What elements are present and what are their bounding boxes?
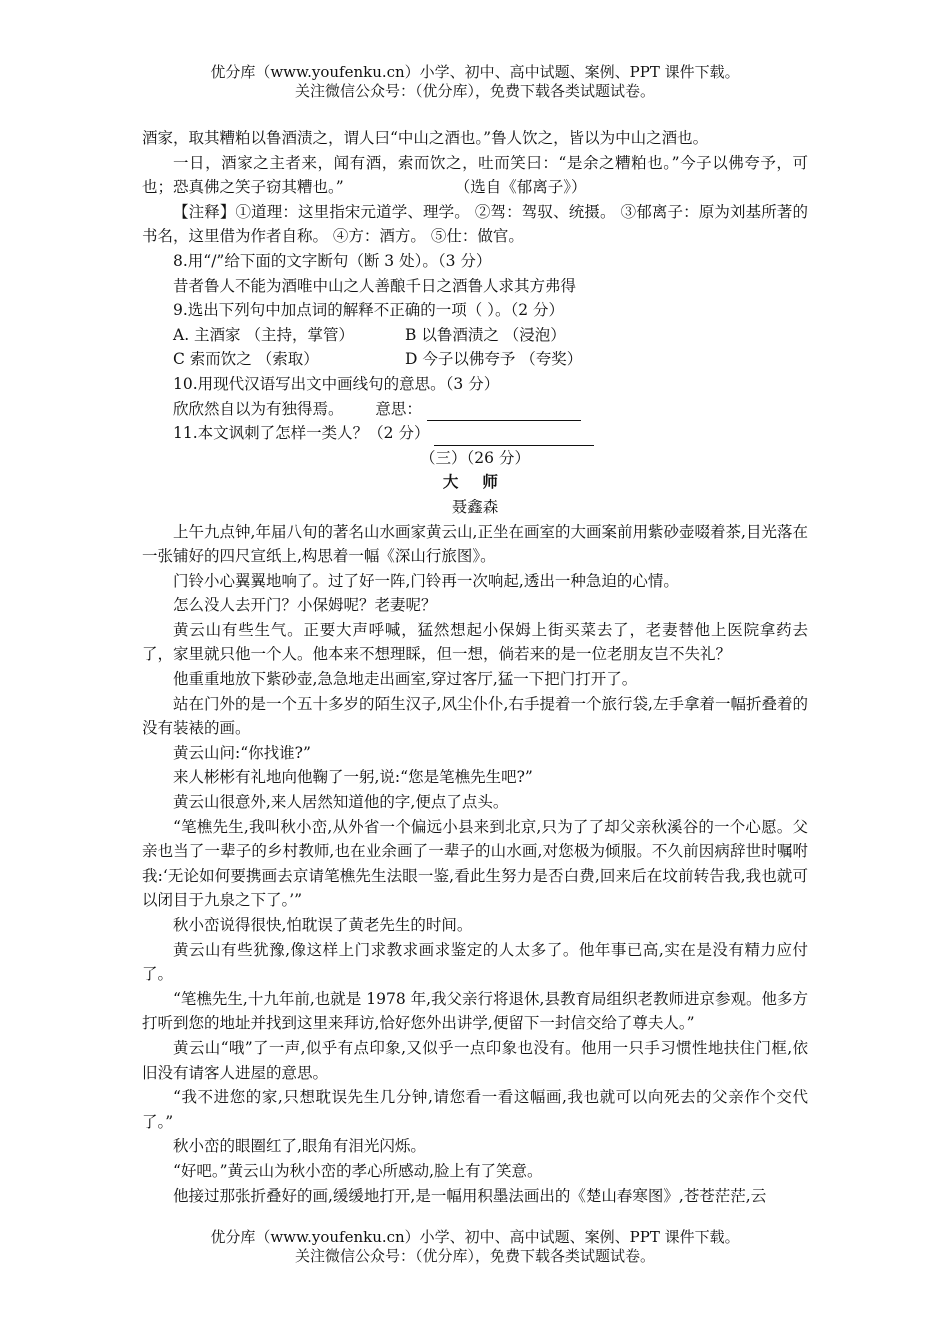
story-paragraph: “笔樵先生,我叫秋小峦,从外省一个偏远小县来到北京,只为了了却父亲秋溪谷的一个心愿。父亲也当了一辈子的乡村教师,也在业余画了一辈子的山水画,对您极为倾服。不久前因病辞世时嘱咐我:‘无论如何要携画去京请笔樵先生法眼一鉴,看此生努力是否白费,回来后在坟前转告我,我也就可以闭目于九泉之下了。’”: [142, 817, 808, 910]
story-paragraph: 他重重地放下紫砂壶,急急地走出画室,穿过客厅,猛一下把门打开了。: [173, 670, 638, 689]
question-9: 9.选出下列句中加点词的解释不正确的一项（ ）。（2 分）: [173, 301, 565, 320]
question-9-options-row-1: [142, 323, 808, 348]
question-10-label: 意思：: [375, 399, 422, 418]
option-c: C 索而饮之 （索取）: [173, 350, 319, 369]
option-d: D 今子以佛夸予 （夸奖）: [405, 350, 583, 369]
story-paragraph: 黄云山有些生气。正要大声呼喊，猛然想起小保姆上街买菜去了，老妻替他上医院拿药去了，家里就只他一个人。他本来不想理睬，但一想，倘若来的是一位老朋友岂不失礼？: [142, 620, 808, 664]
story-paragraph: “笔樵先生,十九年前,也就是 1978 年,我父亲行将退休,县教育局组织老教师进京参观。他多方打听到您的地址并找到这里来拜访,恰好您外出讲学,便留下一封信交给了尊夫人。”: [142, 989, 808, 1033]
footer-line-1: 优分库（www.youfenku.cn）小学、初中、高中试题、案例、PPT 课件下载。: [210, 1228, 740, 1246]
question-11-line: [142, 421, 808, 446]
story-paragraph: 黄云山很意外,来人居然知道他的字,便点了点头。: [173, 793, 509, 812]
story-paragraph: “我不进您的家,只想耽误先生几分钟,请您看一看这幅画,我也就可以向死去的父亲作个交代了。”: [142, 1088, 808, 1131]
page-content: [142, 126, 808, 1208]
question-11: 11.本文讽刺了怎样一类人？（2 分）: [173, 424, 430, 443]
question-10-answer-line: [142, 397, 808, 422]
story-paragraph: “好吧。”黄云山为秋小峦的孝心所感动,脸上有了笑意。: [173, 1161, 543, 1180]
page-header: [0, 63, 950, 101]
story-paragraph: 来人彬彬有礼地向他鞠了一躬,说:“您是笔樵先生吧?”: [173, 768, 533, 787]
passage-notes: 【注释】①道理：这里指宋元道学、理学。 ②驾：驾驭、统摄。 ③郁离子：原为刘基所著的书名，这里借为作者自称。 ④方：酒方。 ⑤仕：做官。: [142, 202, 808, 246]
passage-paragraph-1: 酒家，取其糟粕以鲁酒渍之，谓人曰“中山之酒也。”鲁人饮之，皆以为中山之酒也。: [142, 129, 709, 147]
footer-line-2: 关注微信公众号：（优分库），免费下载各类试题试卷。: [294, 1247, 655, 1265]
question-10: 10.用现代汉语写出文中画线句的意思。（3 分）: [173, 374, 500, 393]
story-paragraph: 门铃小心翼翼地响了。过了好一阵,门铃再一次响起,透出一种急迫的心情。: [173, 571, 679, 590]
page-footer: [0, 1228, 950, 1266]
answer-blank-11[interactable]: [434, 427, 594, 446]
passage-paragraph-2: [142, 151, 808, 200]
header-line-1: 优分库（www.youfenku.cn）小学、初中、高中试题、案例、PPT 课件下载。: [210, 63, 740, 81]
story-author: 聂鑫森: [451, 497, 499, 516]
story-paragraph: 上午九点钟,年届八旬的著名山水画家黄云山,正坐在画室的大画案前用紫砂壶啜着茶,目光落在一张铺好的四尺宣纸上,构思着一幅《深山行旅图》。: [142, 522, 808, 566]
passage-paragraph-2-text: 一日，酒家之主者来，闻有酒，索而饮之，吐而笑曰：“是余之糟粕也。”今子以佛夸予，可也；恐真佛之笑子窃其糟也。”: [142, 153, 808, 197]
header-line-2: 关注微信公众号：（优分库），免费下载各类试题试卷。: [294, 82, 655, 100]
story-paragraph: 秋小峦说得很快,怕耽误了黄老先生的时间。: [173, 916, 473, 934]
story-title: 大 师: [442, 473, 508, 492]
story-paragraph: 站在门外的是一个五十多岁的陌生汉子,风尘仆仆,右手提着一个旅行袋,左手拿着一幅折叠着的没有装裱的画。: [142, 694, 808, 738]
option-b: B 以鲁酒渍之 （浸泡）: [405, 325, 566, 344]
story-paragraph: 黄云山“哦”了一声,似乎有点印象,又似乎一点印象也没有。他用一只手习惯性地扶住门框,依旧没有请客人进屋的意思。: [142, 1038, 808, 1082]
story-paragraph: 秋小峦的眼圈红了,眼角有泪光闪烁。: [173, 1137, 426, 1156]
story-paragraph: 怎么没人去开门？小保姆呢？老妻呢？: [173, 596, 437, 615]
story-paragraph: 黄云山问:“你找谁?”: [173, 743, 311, 762]
question-10-sentence: 欣欣然自以为有独得焉。: [173, 399, 344, 418]
question-8-text: 昔者鲁人不能为酒唯中山之人善酿千日之酒鲁人求其方弗得: [173, 276, 577, 295]
answer-blank-10[interactable]: [427, 402, 581, 421]
section-heading: （三）（26 分）: [420, 448, 530, 467]
question-9-options-row-2: [142, 347, 808, 372]
question-8: 8.用“/”给下面的文字断句（断 3 处）。（3 分）: [173, 251, 492, 270]
option-a: A. 主酒家 （主持，掌管）: [173, 325, 354, 344]
story-paragraph: 他接过那张折叠好的画,缓缓地打开,是一幅用积墨法画出的《楚山春寒图》,苍苍茫茫,云: [173, 1186, 767, 1205]
story-paragraph: 黄云山有些犹豫,像这样上门求教求画求鉴定的人太多了。他年事已高,实在是没有精力应付了。: [142, 940, 808, 984]
passage-source: （选自《郁离子》）: [454, 178, 587, 197]
